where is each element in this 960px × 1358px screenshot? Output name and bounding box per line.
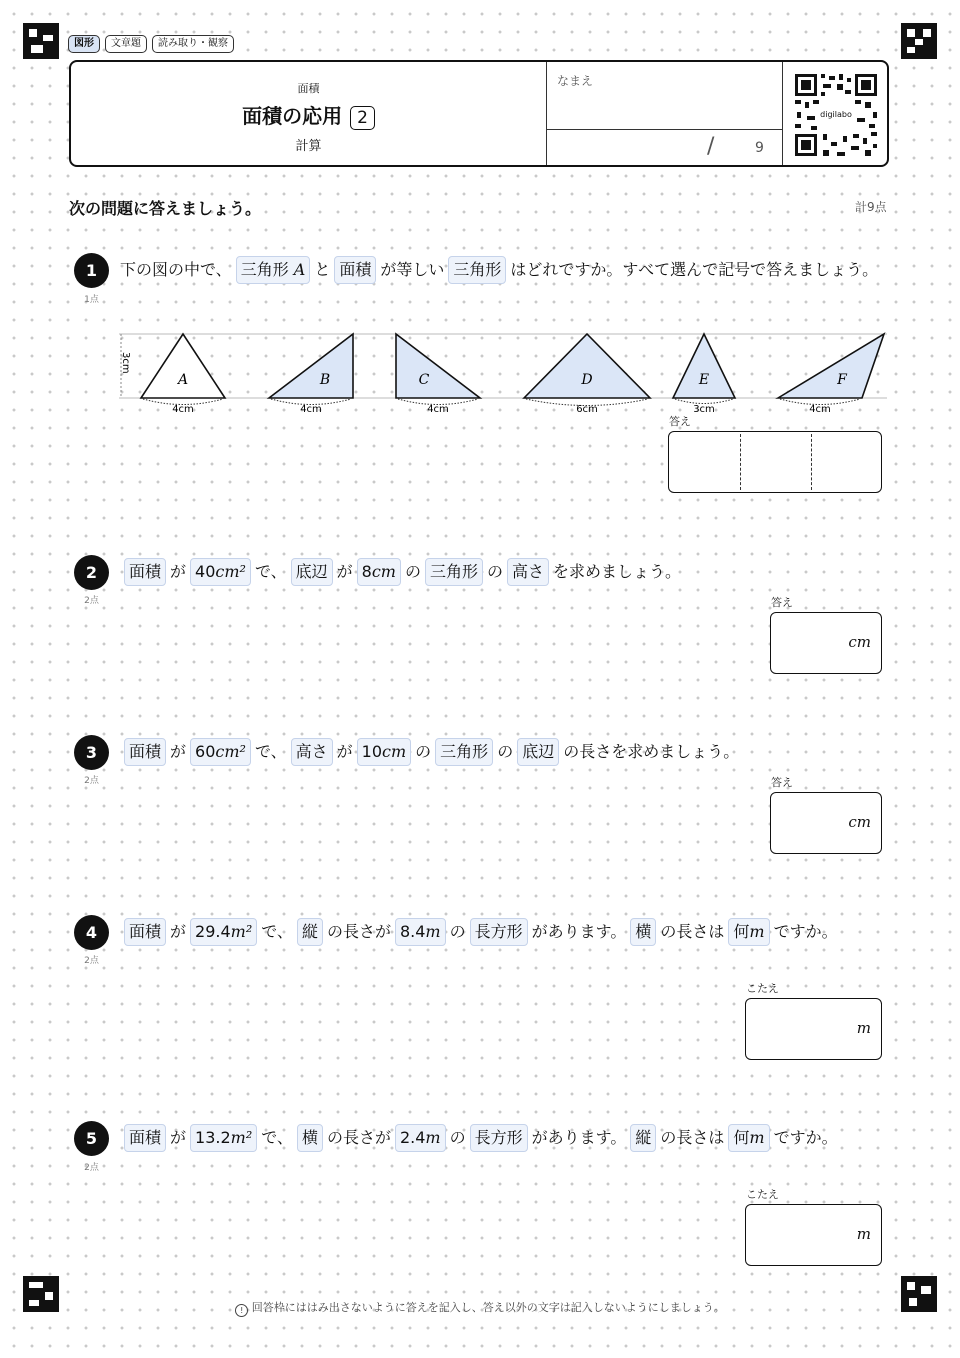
header-title-area [71, 62, 546, 165]
base-label: 4cm [300, 404, 322, 415]
tag-word-problems[interactable]: 文章題 [105, 35, 147, 53]
header-subject: 面積 [297, 82, 320, 95]
keyword: 2.4m [395, 1124, 446, 1152]
corner-marker-top-left [23, 23, 59, 59]
answer-label-4: こたえ [746, 982, 779, 995]
question-points-2: 2点 [84, 596, 99, 606]
keyword: 何m [728, 1124, 769, 1152]
total-points: 計9点 [855, 200, 887, 214]
question-number-1: 1 [74, 253, 109, 288]
keyword: 横 [630, 918, 656, 946]
answer-box-4[interactable] [745, 998, 882, 1060]
keyword: 8cm [357, 558, 401, 586]
answer-box-3[interactable] [770, 792, 882, 854]
keyword: 縦 [297, 918, 323, 946]
keyword: 底辺 [517, 738, 559, 766]
triangle-b [269, 334, 353, 415]
answer-unit: cm [848, 813, 871, 831]
keyword: 三角形 [448, 256, 506, 284]
answer-divider [811, 434, 812, 490]
triangle-c [396, 334, 480, 415]
keyword: 面積 [124, 738, 166, 766]
question-points-4: 2点 [84, 956, 99, 966]
question-text-3: 面積 が 60cm² で、 高さ が 10cm の 三角形 の 底辺 の長さを求めましょう。 [120, 735, 890, 769]
name-label: なまえ [557, 74, 594, 88]
score-slash: / [707, 134, 715, 159]
score-total: 9 [755, 140, 764, 156]
keyword: 8.4m [395, 918, 446, 946]
keyword: 面積 [124, 558, 166, 586]
answer-box-2[interactable] [770, 612, 882, 674]
triangle-f [778, 334, 884, 415]
question-number-2: 2 [74, 555, 109, 590]
keyword: 29.4m² [190, 918, 257, 946]
base-label: 4cm [172, 404, 194, 415]
keyword: 三角形 A [236, 256, 311, 284]
keyword: 面積 [334, 256, 376, 284]
keyword: 底辺 [291, 558, 333, 586]
keyword: 面積 [124, 918, 166, 946]
answer-label-2: 答え [771, 596, 793, 609]
keyword: 何m [728, 918, 769, 946]
base-label: 4cm [427, 404, 449, 415]
answer-label-3: 答え [771, 776, 793, 789]
footer-note [0, 1299, 960, 1317]
keyword: 三角形 [425, 558, 483, 586]
question-text-4: 面積 が 29.4m² で、 縦 の長さが 8.4m の 長方形 があります。 横 の長さは 何m ですか。 [120, 915, 890, 949]
keyword: 三角形 [435, 738, 493, 766]
category-tags [68, 35, 234, 53]
question-number-3: 3 [74, 735, 109, 770]
header-category: 計算 [295, 139, 322, 154]
keyword: 高さ [291, 738, 333, 766]
keyword: 面積 [124, 1124, 166, 1152]
question-points-1: 1点 [84, 295, 99, 305]
question-number-4: 4 [74, 915, 109, 950]
worksheet-header [69, 60, 889, 167]
base-label: 4cm [809, 404, 831, 415]
keyword: 横 [297, 1124, 323, 1152]
keyword: 40cm² [190, 558, 251, 586]
question-text-2: 面積 が 40cm² で、 底辺 が 8cm の 三角形 の 高さ を求めましょう。 [120, 555, 890, 589]
question-points-5: 2点 [84, 1163, 99, 1173]
qr-code[interactable] [793, 72, 879, 158]
triangle-d [524, 334, 650, 415]
worksheet-number: 2 [350, 106, 375, 130]
keyword: 10cm [357, 738, 412, 766]
tag-reading-observation[interactable]: 読み取り・観察 [152, 35, 234, 53]
base-label: 6cm [576, 404, 598, 415]
info-circle-icon: ! [235, 1304, 248, 1317]
keyword: 長方形 [470, 918, 528, 946]
keyword: 長方形 [470, 1124, 528, 1152]
triangle-e [673, 334, 735, 415]
footer-text: 回答枠にははみ出さないように答えを記入し、答え以外の文字は記入しないようにしましょう。 [251, 1301, 725, 1314]
answer-box-5[interactable] [745, 1204, 882, 1266]
answer-divider [740, 434, 741, 490]
question-points-3: 2点 [84, 776, 99, 786]
answer-label-1: 答え [669, 415, 691, 428]
height-label: 3cm [120, 352, 131, 374]
keyword: 13.2m² [190, 1124, 257, 1152]
answer-unit: cm [848, 633, 871, 651]
triangle-label: C [418, 372, 430, 388]
answer-unit: m [856, 1019, 871, 1037]
instruction-text: 次の問題に答えましょう。 [69, 199, 262, 218]
triangle-label: A [177, 372, 189, 388]
triangle-label: E [698, 372, 710, 388]
triangle-label: B [319, 372, 331, 388]
triangle-label: F [837, 372, 847, 388]
title-text: 面積の応用 [242, 104, 343, 128]
keyword: 縦 [630, 1124, 656, 1152]
corner-marker-top-right [901, 23, 937, 59]
base-label: 3cm [693, 404, 715, 415]
answer-label-5: こたえ [746, 1188, 779, 1201]
page-title [71, 100, 546, 130]
keyword: 60cm² [190, 738, 251, 766]
answer-unit: m [856, 1225, 871, 1243]
question-text-1: 下の図の中で、 三角形 A と 面積 が等しい 三角形 はどれですか。すべて選んで記号で答えましょう。 [120, 253, 890, 287]
triangle-figure [117, 328, 892, 420]
qr-brand-label: digilabo [820, 110, 852, 119]
triangle-label: D [581, 372, 593, 388]
score-field[interactable] [547, 129, 782, 166]
name-field[interactable] [547, 62, 782, 129]
triangle-a [141, 334, 225, 415]
question-text-5: 面積 が 13.2m² で、 横 の長さが 2.4m の 長方形 があります。 縦 の長さは 何m ですか。 [120, 1121, 890, 1155]
question-number-5: 5 [74, 1121, 109, 1156]
keyword: 高さ [507, 558, 549, 586]
answer-box-1[interactable] [668, 431, 882, 493]
name-score-area [546, 62, 783, 165]
tag-figures[interactable]: 図形 [68, 35, 100, 53]
